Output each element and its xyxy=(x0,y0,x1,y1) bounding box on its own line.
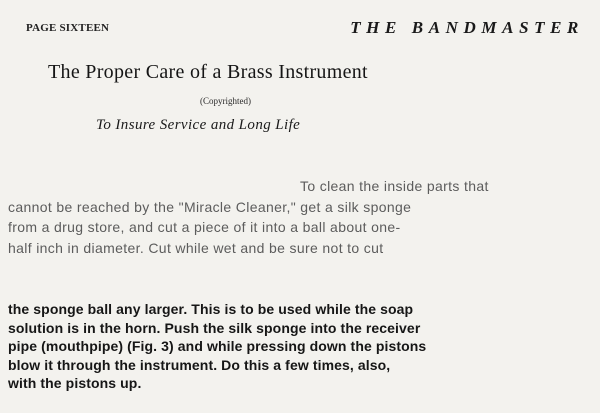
paragraph-2-line: solution is in the horn. Push the silk sponge into the receiver xyxy=(8,319,421,336)
paragraph-2-line: the sponge ball any larger. This is to be used while the soap xyxy=(8,301,414,317)
paragraph-2-line: blow it through the instrument. Do this a few times, also, xyxy=(8,356,391,373)
article-title: The Proper Care of a Brass Instrument xyxy=(48,61,368,83)
paragraph-1 xyxy=(8,176,592,258)
paragraph-1-line: half inch in diameter. Cut while wet and be sure not to cut xyxy=(8,239,384,256)
paragraph-2-line: with the pistons up. xyxy=(8,375,142,391)
article-subtitle: To Insure Service and Long Life xyxy=(96,117,301,133)
paragraph-2-line: pipe (mouthpipe) (Fig. 3) and while pressing down the pistons xyxy=(8,338,427,354)
paragraph-2 xyxy=(8,300,592,393)
magazine-title: THE BANDMASTER xyxy=(350,18,584,37)
copyright-note: (Copyrighted) xyxy=(200,96,251,106)
paragraph-1-line: To clean the inside parts that xyxy=(300,178,489,194)
paragraph-1-line: cannot be reached by the "Miracle Cleaner," get a silk sponge xyxy=(8,198,412,215)
paragraph-1-line: from a drug store, and cut a piece of it into a ball about one- xyxy=(8,219,401,235)
page-number-label: PAGE SIXTEEN xyxy=(26,22,110,34)
